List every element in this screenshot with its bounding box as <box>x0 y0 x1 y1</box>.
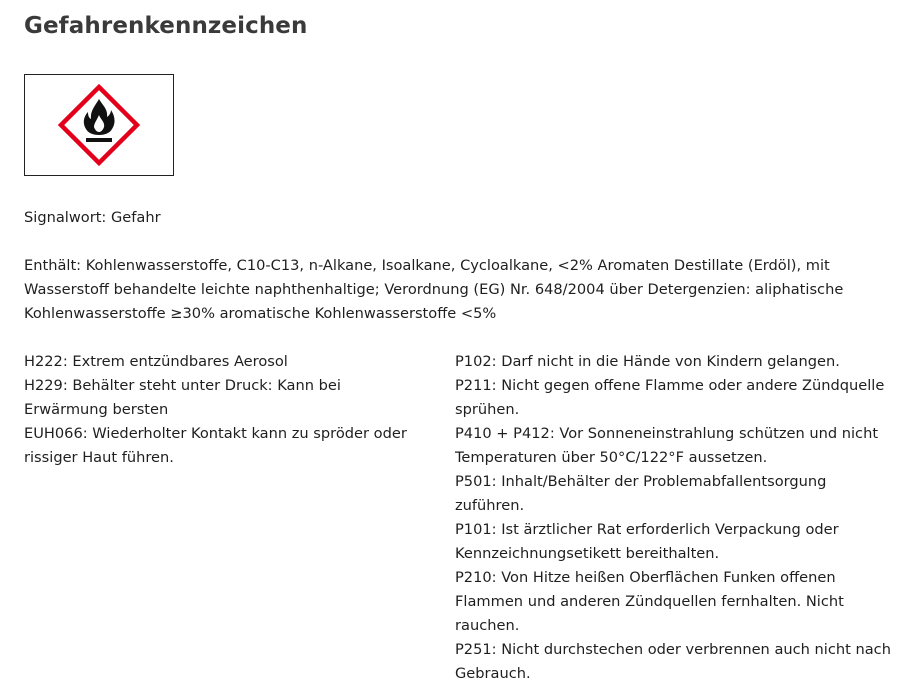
precautionary-statement: P251: Nicht durchstechen oder verbrennen auch nicht nach Gebrauch. <box>455 641 891 682</box>
precautionary-statement: P101: Ist ärztlicher Rat erforderlich Verpackung oder Kennzeichnungsetikett bereithalten. <box>455 521 839 562</box>
hazard-statement: H229: Behälter steht unter Druck: Kann bei Erwärmung bersten <box>24 377 341 418</box>
precautionary-statement: P102: Darf nicht in die Hände von Kindern gelangen. <box>455 353 840 370</box>
precautionary-statement: P211: Nicht gegen offene Flamme oder andere Zündquelle sprühen. <box>455 377 885 418</box>
precautionary-statement: P501: Inhalt/Behälter der Problemabfallentsorgung zuführen. <box>455 473 827 514</box>
section-title: Gefahrenkennzeichen <box>24 13 308 39</box>
flame-hazard-icon <box>25 75 173 175</box>
hazard-statement: H222: Extrem entzündbares Aerosol <box>24 353 288 370</box>
signal-word: Signalwort: Gefahr <box>24 209 161 226</box>
hazard-statement: EUH066: Wiederholter Kontakt kann zu spröder oder rissiger Haut führen. <box>24 425 407 466</box>
ghs-pictogram <box>24 74 174 176</box>
contains-text: Enthält: Kohlenwasserstoffe, C10-C13, n-Alkane, Isoalkane, Cycloalkane, <2% Aromaten Destillate (Erdöl), mit Wasserstoff behandelte leichte naphthenhaltige; Verordnung (EG) Nr. 648/2004 über Detergenzien: aliphatische Kohlenwasserstoffe ≥30% aromatische Kohlenwasserstoffe <5% <box>24 257 844 322</box>
precautionary-statement: P410 + P412: Vor Sonneneinstrahlung schützen und nicht Temperaturen über 50°C/122°F aussetzen. <box>455 425 879 466</box>
precautionary-statements <box>455 350 895 686</box>
precautionary-statement: P210: Von Hitze heißen Oberflächen Funken offenen Flammen und anderen Zündquellen fernhalten. Nicht rauchen. <box>455 569 844 634</box>
hazard-statements <box>24 350 424 470</box>
